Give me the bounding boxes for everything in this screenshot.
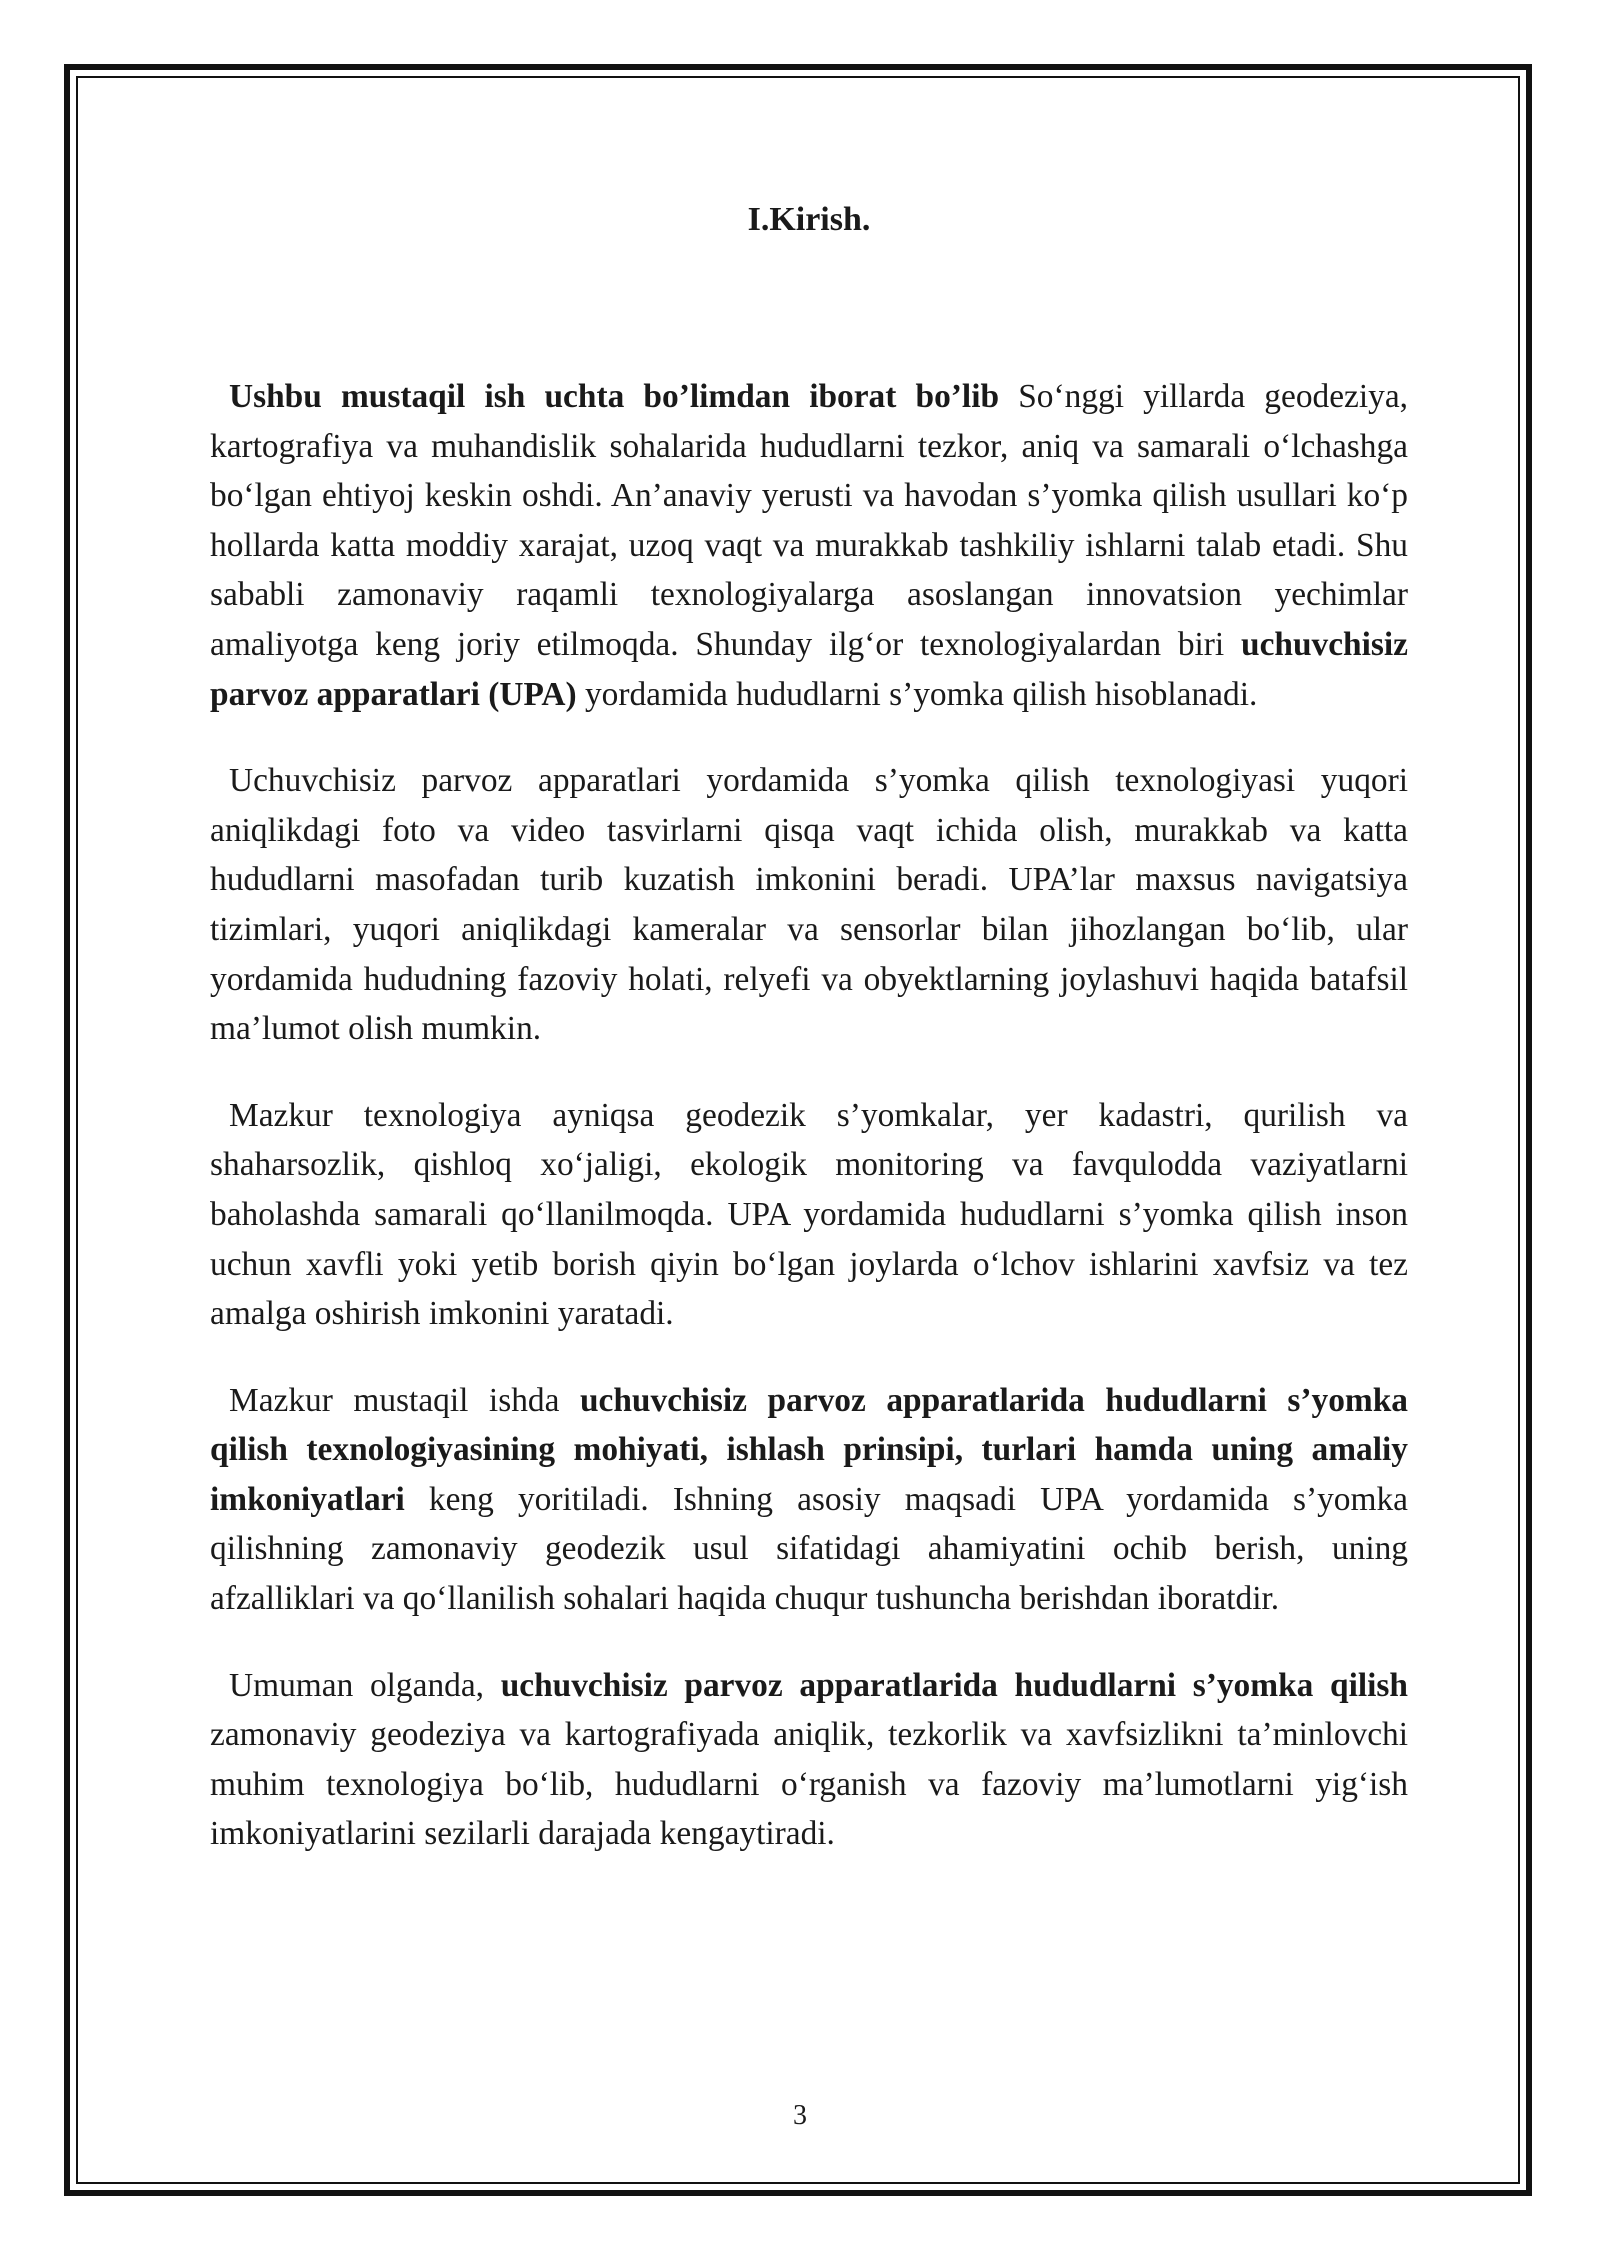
paragraph-5-text-2: zamonaviy geodeziya va kartografiyada aniqlik, tezkorlik va xavfsizlikni ta’minlovchi muhim texnologiya bo‘lib, hududlarni o‘rganish va fazoviy ma’lumotlarni yig‘ish imkoniyatlarini sezilarli darajada kengaytiradi. [210, 1716, 1408, 1853]
paragraph-1-text-1: So‘nggi yillarda geodeziya, kartografiya va muhandislik sohalarida hududlarni tezkor, aniq va samarali o‘lchashga bo‘lgan ehtiyoj keskin oshdi. An’anaviy yerusti va havodan s’yomka qilish usullari ko‘p hollarda katta moddiy xarajat, uzoq vaqt va murakkab tashkiliy ishlarni talab etadi. Shu sababli zamonaviy raqamli texnologiyalarga asoslangan innovatsion yechimlar amaliyotga keng joriy etilmoqda. Shunday ilg‘or texnologiyalardan biri [210, 378, 1408, 663]
paragraph-1-bold-2: uchuvchisiz parvoz apparatlari (UPA) [210, 625, 1408, 713]
paragraph-5-text-1: Umuman olganda, [229, 1666, 501, 1704]
page-number: 3 [793, 2100, 807, 2131]
paragraph-4-text-2: keng yoritiladi. Ishning asosiy maqsadi UPA yordamida s’yomka qilishning zamonaviy geodezik usul sifatidagi ahamiyatini ochib berish, uning afzalliklari va qo‘llanilish sohalari haqida chuqur tushuncha berishdan iboratdir. [210, 1480, 1408, 1618]
section-title: I.Kirish. [747, 201, 871, 238]
paragraph-4-text-1: Mazkur mustaqil ishda [229, 1381, 580, 1419]
paragraph-2-text: Uchuvchisiz parvoz apparatlari yordamida s’yomka qilish texnologiyasi yuqori aniqlikdagi foto va video tasvirlarni qisqa vaqt ichida olish, murakkab va katta hududlarni masofadan turib kuzatish imkonini beradi. UPA’lar maxsus navigatsiya tizimlari, yuqori aniqlikdagi kameralar va sensorlar bilan jihozlangan bo‘lib, ular yordamida hududning fazoviy holati, relyefi va obyektlarning joylashuvi haqida batafsil ma’lumot olish mumkin. [210, 762, 1408, 1048]
paragraph-1-bold-1: Ushbu mustaqil ish uchta bo’limdan iborat bo’lib [229, 378, 1000, 415]
document-body [210, 190, 1408, 1896]
paragraph-5 [210, 1661, 1408, 1859]
paragraph-3-text: Mazkur texnologiya ayniqsa geodezik s’yomkalar, yer kadastri, qurilish va shaharsozlik, qishloq xo‘jaligi, ekologik monitoring va favqulodda vaziyatlarni baholashda samarali qo‘llanilmoqda. UPA yordamida hududlarni s’yomka qilish inson uchun xavfli yoki yetib borish qiyin bo‘lgan joylarda o‘lchov ishlarini xavfsiz va tez amalga oshirish imkonini yaratadi. [210, 1096, 1408, 1333]
paragraph-1-text-2: yordamida hududlarni s’yomka qilish hisoblanadi. [576, 675, 1258, 713]
paragraph-4-bold: uchuvchisiz parvoz apparatlarida hududlarni s’yomka qilish texnologiyasining mohiyati, ishlash prinsipi, turlari hamda uning amaliy imkoniyatlari [210, 1381, 1408, 1518]
paragraph-4 [210, 1376, 1408, 1624]
paragraph-3 [210, 1091, 1408, 1339]
paragraph-5-bold: uchuvchisiz parvoz apparatlarida hududlarni s’yomka qilish [500, 1666, 1408, 1704]
paragraph-1 [210, 372, 1408, 719]
paragraph-2 [210, 756, 1408, 1054]
